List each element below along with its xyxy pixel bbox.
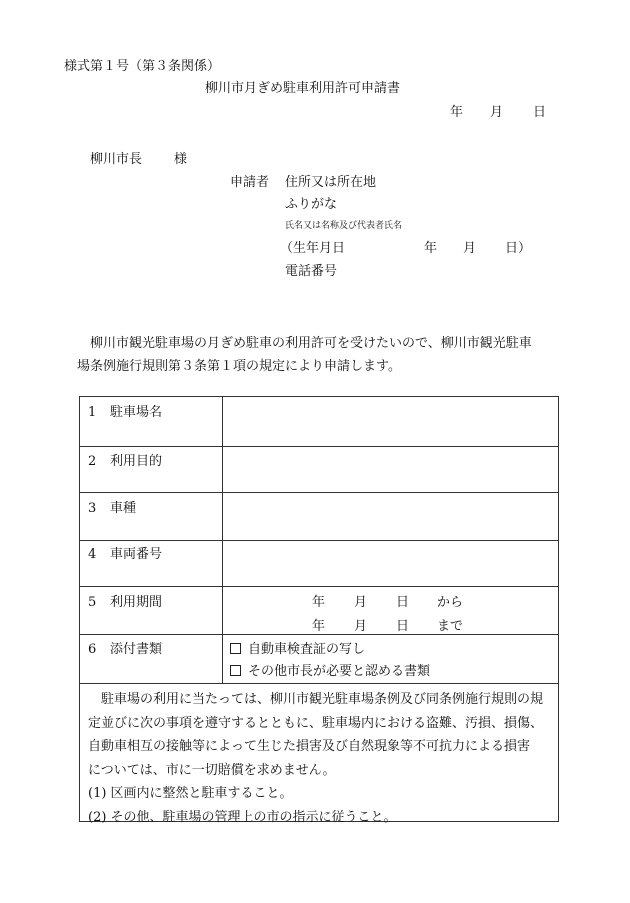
- row-number: 5: [88, 595, 97, 610]
- applicant-label: 申請者: [230, 175, 270, 190]
- row-divider: [80, 492, 558, 493]
- period-to-year: 年: [312, 619, 326, 634]
- applicant-birth-month: 月: [463, 241, 477, 256]
- row-number: 2: [88, 454, 97, 469]
- period-from-month: 月: [354, 595, 368, 610]
- period-to-label: まで: [437, 619, 464, 634]
- notes-line-4: については、市に一切賠償を求めません。: [88, 762, 336, 778]
- attachment-other-documents: [230, 665, 430, 678]
- addressee-name: 柳川市長: [90, 152, 143, 167]
- row-label: 駐車場名: [110, 405, 163, 420]
- intro-line-1: 柳川市観光駐車場の月ぎめ駐車の利用許可を受けたいので、柳川市観光駐車: [90, 336, 532, 351]
- notes-line-2: 定並びに次の事項を遵守するとともに、駐車場内における盗難、汚損、損傷、: [88, 715, 544, 731]
- row-vehicle-number: [88, 548, 162, 561]
- applicant-birth-year: 年: [424, 241, 438, 256]
- form-title: 柳川市月ぎめ駐車利用許可申請書: [205, 81, 401, 96]
- row-divider: [80, 540, 558, 541]
- notes-item-1: (1) 区画内に整然と駐車すること。: [88, 786, 293, 801]
- applicant-address: 住所又は所在地: [285, 175, 377, 190]
- intro-line-2: 場条例施行規則第３条第１項の規定により申請します。: [77, 359, 401, 374]
- row-number: 4: [88, 547, 97, 562]
- applicant-birth-prefix: （生年月日: [280, 241, 346, 256]
- checkbox-icon[interactable]: [230, 665, 241, 676]
- addressee-honorific: 様: [174, 152, 188, 167]
- row-label: 利用目的: [110, 454, 163, 469]
- applicant-phone: 電話番号: [285, 264, 338, 279]
- row-divider: [80, 683, 558, 684]
- date-day: 日: [533, 105, 547, 120]
- row-attachments: [88, 643, 162, 656]
- row-divider: [80, 586, 558, 587]
- row-number: 6: [88, 642, 97, 657]
- attachment-vehicle-inspection: [230, 643, 365, 656]
- checkbox-icon[interactable]: [230, 643, 241, 654]
- row-label: 利用期間: [110, 595, 163, 610]
- applicant-birth-day: 日）: [505, 241, 532, 256]
- row-label: 車種: [110, 501, 137, 516]
- row-number: 1: [88, 405, 97, 420]
- attachment-label: 自動車検査証の写し: [248, 642, 366, 657]
- date-month: 月: [490, 105, 504, 120]
- period-from-label: から: [437, 595, 464, 610]
- row-label: 車両番号: [110, 547, 163, 562]
- notes-line-1: 駐車場の利用に当たっては、柳川市観光駐車場条例及び同条例施行規則の規: [101, 692, 544, 707]
- row-divider: [80, 634, 558, 635]
- date-year: 年: [450, 105, 464, 120]
- notes-item-2: (2) その他、駐車場の管理上の市の指示に従うこと。: [88, 809, 397, 825]
- form-number: 様式第１号（第３条関係）: [64, 59, 221, 74]
- row-period: [88, 596, 162, 609]
- row-label: 添付書類: [110, 642, 163, 657]
- row-number: 3: [88, 501, 97, 516]
- row-purpose: [88, 455, 162, 468]
- notes-line-3: 自動車相互の接触等によって生じた損害及び自然現象等不可抗力による損害: [88, 739, 531, 754]
- attachment-label: その他市長が必要と認める書類: [248, 664, 431, 679]
- column-divider: [222, 397, 223, 683]
- period-to-day: 日: [396, 619, 410, 634]
- period-from-year: 年: [312, 595, 326, 610]
- row-divider: [80, 446, 558, 447]
- row-parking-name: [88, 406, 162, 419]
- period-to-month: 月: [354, 619, 368, 634]
- applicant-name: 氏名又は名称及び代表者氏名: [285, 221, 403, 231]
- applicant-furigana: ふりがな: [285, 197, 338, 212]
- period-from-day: 日: [396, 595, 410, 610]
- application-table: [79, 396, 559, 825]
- notes-block: [88, 688, 550, 829]
- row-vehicle-type: [88, 502, 136, 515]
